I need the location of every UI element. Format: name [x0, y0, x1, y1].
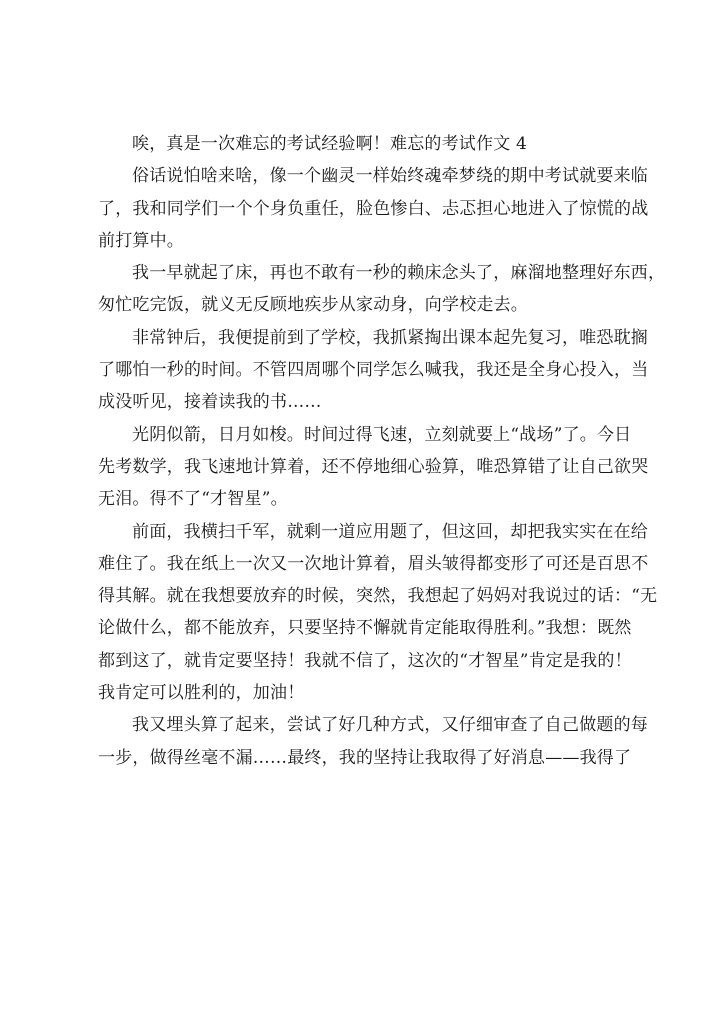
- text-line: 光阴似箭，日月如梭。时间过得飞速，立刻就要上“战场”了。今日: [132, 424, 632, 445]
- text-line: 得其解。就在我想要放弃的时候，突然，我想起了妈妈对我说过的话：“无: [98, 586, 658, 607]
- text-line: 匆忙吃完饭，就义无反顾地疾步从家动身，向学校走去。: [98, 295, 528, 316]
- text-line: 非常钟后，我便提前到了学校，我抓紧掏出课本起先复习，唯恐耽搁: [132, 327, 648, 348]
- text-line: 难住了。我在纸上一次又一次地计算着，眉头皱得都变形了可还是百思不: [98, 553, 649, 574]
- text-line: 无泪。得不了“才智星”。: [98, 489, 288, 510]
- text-line: 唉，真是一次难忘的考试经验啊！难忘的考试作文 4: [132, 134, 528, 154]
- text-line: 成没听见，接着读我的书……: [98, 392, 322, 413]
- text-line: 先考数学，我飞速地计算着，还不停地细心验算，唯恐算错了让自己欲哭: [98, 456, 649, 477]
- text-line: 了哪怕一秒的时间。不管四周哪个同学怎么喊我，我还是全身心投入，当: [98, 360, 649, 381]
- essay-body: [98, 128, 666, 774]
- text-line: 前打算中。: [98, 230, 184, 251]
- text-line: 了，我和同学们一个个身负重任，脸色惨白、忐忑担心地进入了惊慌的战: [98, 198, 649, 219]
- text-line: 我肯定可以胜利的，加油！: [98, 683, 305, 704]
- text-line: 我又埋头算了起来，尝试了好几种方式，又仔细审查了自己做题的每: [132, 715, 648, 736]
- text-line: 都到这了，就肯定要坚持！我就不信了，这次的“才智星”肯定是我的！: [98, 650, 632, 671]
- text-line: 前面，我横扫千军，就剩一道应用题了，但这回，却把我实实在在给: [132, 521, 648, 542]
- text-line: 论做什么，都不能放弃，只要坚持不懈就肯定能取得胜利。”我想：既然: [98, 618, 632, 639]
- text-line: 一步，做得丝毫不漏……最终，我的坚持让我取得了好消息——我得了: [98, 747, 632, 768]
- text-line: 我一早就起了床，再也不敢有一秒的赖床念头了，麻溜地整理好东西，: [132, 263, 666, 284]
- text-line: 俗话说怕啥来啥，像一个幽灵一样始终魂牵梦绕的期中考试就要来临: [132, 166, 648, 187]
